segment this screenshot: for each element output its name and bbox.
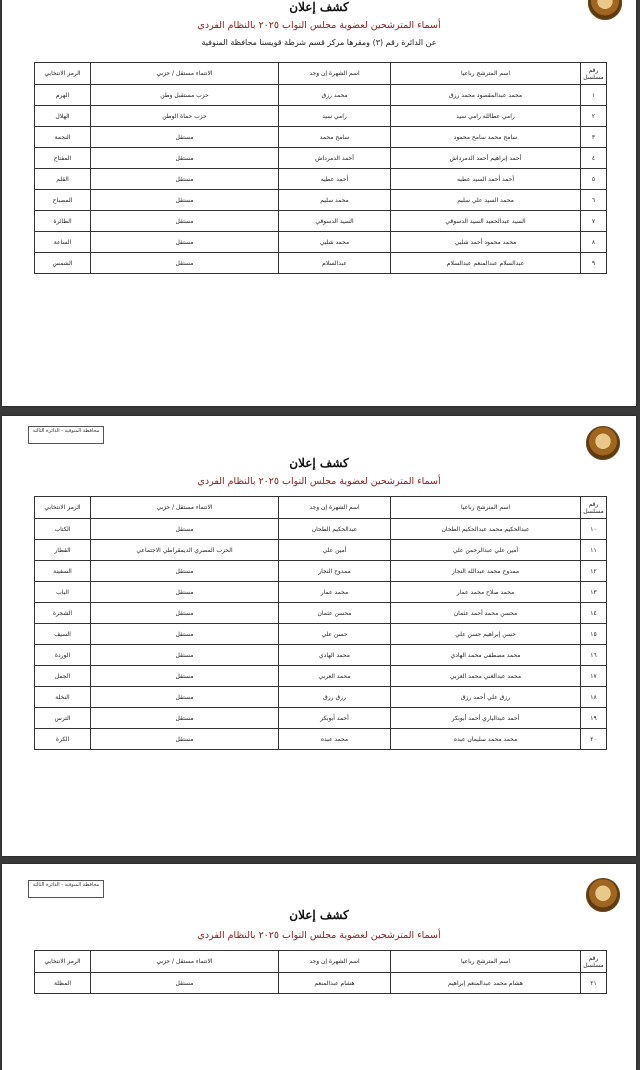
popular-name-cell: محمد عمار: [279, 582, 391, 603]
table-row: [35, 127, 607, 148]
column-header: الانتماء مستقل / حزبي: [91, 497, 279, 519]
column-header: رقم مسلسل: [581, 63, 607, 85]
table-row: [35, 687, 607, 708]
table-row: [35, 190, 607, 211]
table-row: [35, 603, 607, 624]
page-title: كشف إعلان: [289, 456, 349, 470]
affiliation-cell: مستقل: [91, 708, 279, 729]
table-row: [35, 519, 607, 540]
candidates-table: [34, 62, 607, 274]
serial-cell: ١٢: [581, 561, 607, 582]
popular-name-cell: أحمد الدمرداش: [279, 148, 391, 169]
popular-name-cell: سامح محمد: [279, 127, 391, 148]
column-header: الرمز الانتخابي: [35, 497, 91, 519]
column-header: اسم الشهرة إن وجد: [279, 63, 391, 85]
candidate-name-cell: السيد عبدالحميد السيد الدسوقي: [391, 211, 581, 232]
page-subtitle: أسماء المترشحين لعضوية مجلس النواب ٢٠٢٥ بالنظام الفردي: [197, 476, 441, 487]
popular-name-cell: محمد الهادي: [279, 645, 391, 666]
popular-name-cell: رامي سيد: [279, 106, 391, 127]
serial-cell: ١: [581, 85, 607, 106]
candidate-name-cell: محمد السيد علي سليم: [391, 190, 581, 211]
candidate-name-cell: محمد مصطفى محمد الهادي: [391, 645, 581, 666]
serial-cell: ٢: [581, 106, 607, 127]
table-row: [35, 561, 607, 582]
table-row: [35, 666, 607, 687]
table-row: [35, 211, 607, 232]
serial-cell: ٢٠: [581, 729, 607, 750]
candidate-name-cell: محسن محمد أحمد عثمان: [391, 603, 581, 624]
table-header: [35, 951, 607, 973]
candidate-name-cell: أحمد أحمد السيد عطيه: [391, 169, 581, 190]
symbol-cell: الباب: [35, 582, 91, 603]
symbol-cell: الشجرة: [35, 603, 91, 624]
popular-name-cell: محمد رزق: [279, 85, 391, 106]
serial-cell: ١٨: [581, 687, 607, 708]
serial-cell: ١٧: [581, 666, 607, 687]
symbol-cell: المصباح: [35, 190, 91, 211]
table-row: [35, 708, 607, 729]
table-row: [35, 148, 607, 169]
affiliation-cell: مستقل: [91, 148, 279, 169]
popular-name-cell: أحمد أبوبكر: [279, 708, 391, 729]
popular-name-cell: محمد عبده: [279, 729, 391, 750]
candidate-name-cell: محمد محمد سليمان عبده: [391, 729, 581, 750]
column-header: الانتماء مستقل / حزبي: [91, 951, 279, 973]
table-body: [35, 519, 607, 750]
affiliation-cell: مستقل: [91, 169, 279, 190]
table-row: [35, 540, 607, 561]
affiliation-cell: مستقل: [91, 645, 279, 666]
page-title: كشف إعلان: [289, 0, 349, 14]
document-page-2: [2, 416, 636, 856]
affiliation-cell: حزب حماة الوطن: [91, 106, 279, 127]
affiliation-cell: الحزب المصري الديمقراطي الاجتماعي: [91, 540, 279, 561]
candidate-name-cell: حسن إبراهيم حسن علي: [391, 624, 581, 645]
serial-cell: ١٣: [581, 582, 607, 603]
affiliation-cell: مستقل: [91, 561, 279, 582]
page-subtitle: أسماء المترشحين لعضوية مجلس النواب ٢٠٢٥ بالنظام الفردي: [197, 20, 441, 31]
symbol-cell: الشمس: [35, 253, 91, 274]
affiliation-cell: مستقل: [91, 127, 279, 148]
popular-name-cell: أحمد عطيه: [279, 169, 391, 190]
serial-cell: ٧: [581, 211, 607, 232]
candidates-table: [34, 496, 607, 750]
popular-name-cell: محمد شلبي: [279, 232, 391, 253]
affiliation-cell: مستقل: [91, 232, 279, 253]
symbol-cell: السفينة: [35, 561, 91, 582]
popular-name-cell: هشام عبدالمنعم: [279, 973, 391, 994]
affiliation-cell: مستقل: [91, 519, 279, 540]
affiliation-cell: مستقل: [91, 624, 279, 645]
serial-cell: ١٠: [581, 519, 607, 540]
page-title: كشف إعلان: [289, 908, 349, 922]
table-row: [35, 106, 607, 127]
symbol-cell: النخلة: [35, 687, 91, 708]
candidate-name-cell: ممدوح محمد عبدالله النجار: [391, 561, 581, 582]
candidate-name-cell: أحمد إبراهيم أحمد الدمرداش: [391, 148, 581, 169]
symbol-cell: السيف: [35, 624, 91, 645]
affiliation-cell: مستقل: [91, 603, 279, 624]
affiliation-cell: مستقل: [91, 666, 279, 687]
table-row: [35, 973, 607, 994]
affiliation-cell: مستقل: [91, 253, 279, 274]
candidates-table: [34, 950, 607, 994]
affiliation-cell: مستقل: [91, 729, 279, 750]
symbol-cell: المفتاح: [35, 148, 91, 169]
column-header: اسم المترشح رباعيا: [391, 951, 581, 973]
symbol-cell: الهرم: [35, 85, 91, 106]
table-row: [35, 582, 607, 603]
district-info: عن الدائرة رقم (٣) ومقرها مركز قسم شرطة قويسنا محافظة المنوفية: [201, 38, 437, 47]
serial-cell: ١٩: [581, 708, 607, 729]
column-header: رقم مسلسل: [581, 951, 607, 973]
candidate-name-cell: رزق علي أحمد رزق: [391, 687, 581, 708]
office-stamp: محافظة المنوفية - الدائرة الثالثة: [28, 880, 104, 898]
candidate-name-cell: أمين علي عبدالرحمن علي: [391, 540, 581, 561]
affiliation-cell: مستقل: [91, 190, 279, 211]
candidate-name-cell: أحمد عبدالباري أحمد أبوبكر: [391, 708, 581, 729]
popular-name-cell: محمد العربي: [279, 666, 391, 687]
serial-cell: ٥: [581, 169, 607, 190]
column-header: اسم المترشح رباعيا: [391, 497, 581, 519]
popular-name-cell: عبدالحكيم الطحان: [279, 519, 391, 540]
popular-name-cell: رزق رزق: [279, 687, 391, 708]
affiliation-cell: حزب مستقبل وطن: [91, 85, 279, 106]
serial-cell: ٢١: [581, 973, 607, 994]
table-row: [35, 645, 607, 666]
document-page-1: [2, 0, 636, 406]
symbol-cell: الكرة: [35, 729, 91, 750]
document-page-3: [2, 864, 636, 1070]
serial-cell: ٤: [581, 148, 607, 169]
column-header: الانتماء مستقل / حزبي: [91, 63, 279, 85]
symbol-cell: الجمل: [35, 666, 91, 687]
serial-cell: ١٥: [581, 624, 607, 645]
popular-name-cell: محسن عثمان: [279, 603, 391, 624]
table-row: [35, 85, 607, 106]
symbol-cell: القطار: [35, 540, 91, 561]
popular-name-cell: محمد سليم: [279, 190, 391, 211]
column-header: الرمز الانتخابي: [35, 951, 91, 973]
serial-cell: ٣: [581, 127, 607, 148]
table-header: [35, 497, 607, 519]
symbol-cell: الترس: [35, 708, 91, 729]
office-stamp: محافظة المنوفية - الدائرة الثالثة: [28, 426, 104, 444]
candidate-name-cell: محمد صلاح محمد عمار: [391, 582, 581, 603]
column-header: الرمز الانتخابي: [35, 63, 91, 85]
serial-cell: ١٤: [581, 603, 607, 624]
column-header: اسم المترشح رباعيا: [391, 63, 581, 85]
popular-name-cell: السيد الدسوقي: [279, 211, 391, 232]
page-subtitle: أسماء المترشحين لعضوية مجلس النواب ٢٠٢٥ بالنظام الفردي: [197, 930, 441, 941]
parliament-seal-icon: [586, 878, 620, 912]
candidate-name-cell: هشام محمد عبدالمنعم إبراهيم: [391, 973, 581, 994]
table-row: [35, 169, 607, 190]
candidate-name-cell: عبدالحكيم محمد عبدالحكيم الطحان: [391, 519, 581, 540]
candidate-name-cell: محمد عبدالمقصود محمد رزق: [391, 85, 581, 106]
table-body: [35, 973, 607, 994]
symbol-cell: المظلة: [35, 973, 91, 994]
parliament-seal-icon: [586, 426, 620, 460]
candidate-name-cell: سامح محمد سامح محمود: [391, 127, 581, 148]
candidate-name-cell: عبدالسلام عبدالمنعم عبدالسلام: [391, 253, 581, 274]
column-header: اسم الشهرة إن وجد: [279, 951, 391, 973]
column-header: اسم الشهرة إن وجد: [279, 497, 391, 519]
symbol-cell: النجمة: [35, 127, 91, 148]
popular-name-cell: عبدالسلام: [279, 253, 391, 274]
candidate-name-cell: رامي عطالله رامي سيد: [391, 106, 581, 127]
table-row: [35, 232, 607, 253]
serial-cell: ٩: [581, 253, 607, 274]
serial-cell: ١٦: [581, 645, 607, 666]
table-header: [35, 63, 607, 85]
candidate-name-cell: محمد عبدالغني محمد العربي: [391, 666, 581, 687]
table-row: [35, 729, 607, 750]
table-row: [35, 253, 607, 274]
symbol-cell: الهلال: [35, 106, 91, 127]
table-body: [35, 85, 607, 274]
serial-cell: ٦: [581, 190, 607, 211]
popular-name-cell: ممدوح النجار: [279, 561, 391, 582]
symbol-cell: الوردة: [35, 645, 91, 666]
affiliation-cell: مستقل: [91, 582, 279, 603]
popular-name-cell: أمين علي: [279, 540, 391, 561]
serial-cell: ٨: [581, 232, 607, 253]
symbol-cell: الساعة: [35, 232, 91, 253]
affiliation-cell: مستقل: [91, 973, 279, 994]
symbol-cell: القلم: [35, 169, 91, 190]
affiliation-cell: مستقل: [91, 211, 279, 232]
table-row: [35, 624, 607, 645]
symbol-cell: الكتاب: [35, 519, 91, 540]
popular-name-cell: حسن علي: [279, 624, 391, 645]
serial-cell: ١١: [581, 540, 607, 561]
affiliation-cell: مستقل: [91, 687, 279, 708]
column-header: رقم مسلسل: [581, 497, 607, 519]
candidate-name-cell: محمد محمود أحمد شلبي: [391, 232, 581, 253]
symbol-cell: الطائرة: [35, 211, 91, 232]
